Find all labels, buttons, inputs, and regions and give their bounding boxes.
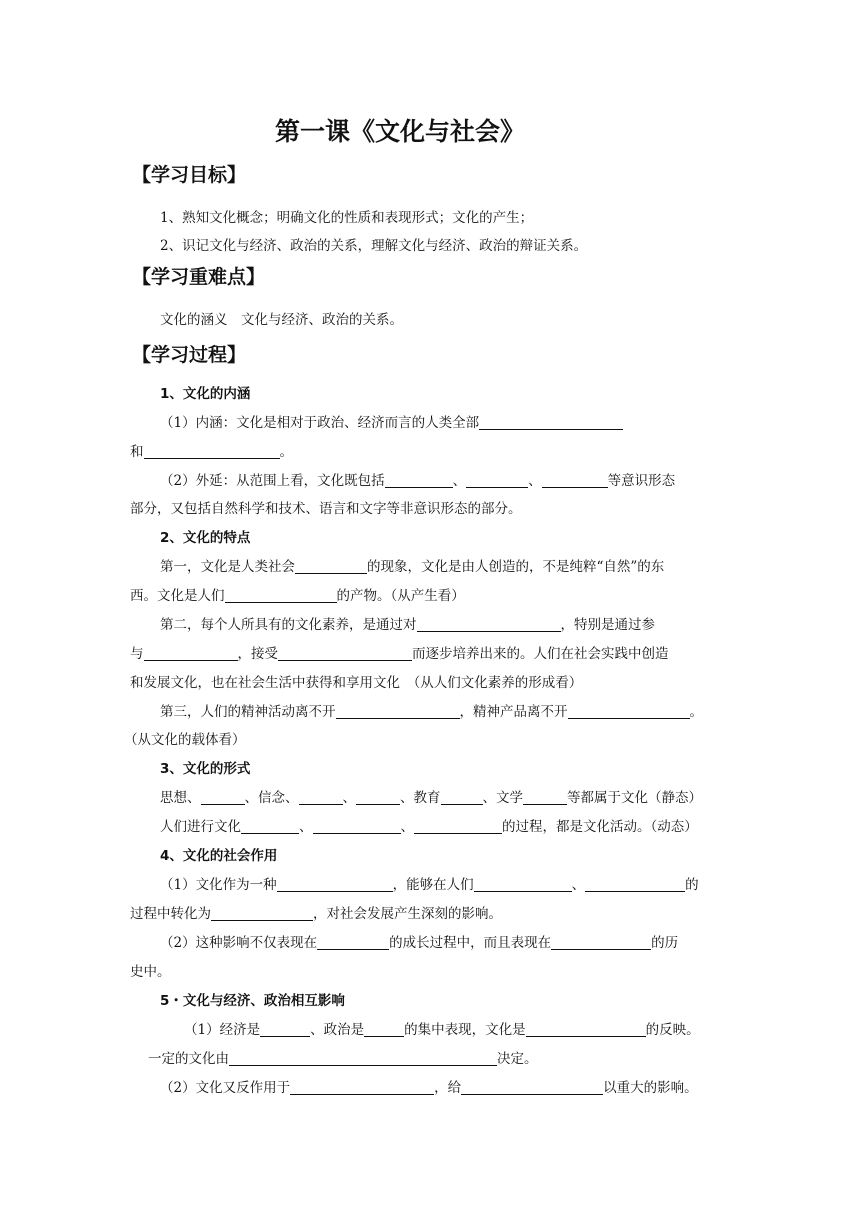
fill-blank[interactable]: [474, 877, 572, 892]
objective-item-2: 2、识记文化与经济、政治的关系，理解文化与经济、政治的辩证关系。: [160, 238, 588, 254]
s2-line-2: 西。文化是人们 的产物。（从产生看）: [130, 588, 465, 604]
s1-line-2: 和 。: [130, 444, 293, 460]
fill-blank[interactable]: [144, 444, 280, 459]
fill-blank[interactable]: [299, 790, 343, 805]
s5-line-1: （1）经济是 、政治是 的集中表现，文化是 的反映。: [184, 1022, 700, 1038]
fill-blank[interactable]: [479, 415, 623, 430]
section-5-heading: 5・文化与经济、政治相互影响: [160, 993, 345, 1009]
fill-blank[interactable]: [225, 588, 337, 603]
fill-blank[interactable]: [364, 1022, 404, 1037]
fill-blank[interactable]: [241, 819, 299, 834]
fill-blank[interactable]: [278, 646, 412, 661]
fill-blank[interactable]: [551, 935, 651, 950]
fill-blank[interactable]: [356, 790, 400, 805]
objectives-heading: 【学习目标】: [132, 164, 247, 186]
fill-blank[interactable]: [201, 790, 245, 805]
section-3-heading: 3、文化的形式: [160, 761, 251, 777]
fill-blank[interactable]: [211, 906, 313, 921]
s2-line-6: 第三，人们的精神活动离不开 ，精神产品离不开 。: [160, 704, 703, 720]
s3-line-2: 人们进行文化 、 、 的过程，都是文化活动。（动态）: [160, 819, 698, 835]
fill-blank[interactable]: [523, 790, 567, 805]
s4-line-1: （1）文化作为一种 ，能够在人们 、 的: [160, 877, 699, 893]
fill-blank[interactable]: [336, 704, 460, 719]
section-1-heading: 1、文化的内涵: [160, 386, 251, 402]
fill-blank[interactable]: [317, 935, 389, 950]
fill-blank[interactable]: [461, 1080, 603, 1095]
section-4-heading: 4、文化的社会作用: [160, 848, 278, 864]
fill-blank[interactable]: [260, 1022, 310, 1037]
fill-blank[interactable]: [585, 877, 685, 892]
s1-line-4: 部分，又包括自然科学和技术、语言和文字等非意识形态的部分。: [130, 501, 522, 517]
s2-line-3: 第二，每个人所具有的文化素养，是通过对 ，特别是通过参: [160, 617, 655, 633]
fill-blank[interactable]: [290, 1080, 434, 1095]
s2-line-5: 和发展文化，也在社会生活中获得和享用文化 （从人们文化素养的形成看）: [130, 675, 583, 691]
fill-blank[interactable]: [526, 1022, 646, 1037]
fill-blank[interactable]: [414, 819, 502, 834]
fill-blank[interactable]: [385, 473, 453, 488]
fill-blank[interactable]: [568, 704, 690, 719]
s1-line-1: （1）内涵：文化是相对于政治、经济而言的人类全部: [160, 411, 623, 431]
s5-line-2: 一定的文化由 决定。: [148, 1051, 538, 1067]
process-heading: 【学习过程】: [132, 344, 247, 366]
s5-line-3: （2）文化又反作用于 ，给 以重大的影响。: [160, 1080, 698, 1096]
fill-blank[interactable]: [144, 646, 238, 661]
keypoints-heading: 【学习重难点】: [132, 266, 266, 288]
fill-blank[interactable]: [277, 877, 393, 892]
section-2-heading: 2、文化的特点: [160, 530, 251, 546]
s4-line-2: 过程中转化为 ，对社会发展产生深刻的影响。: [130, 906, 502, 922]
fill-blank[interactable]: [229, 1051, 497, 1066]
fill-blank[interactable]: [542, 473, 608, 488]
fill-blank[interactable]: [466, 473, 528, 488]
s2-line-7: （从文化的载体看）: [124, 732, 246, 748]
fill-blank[interactable]: [295, 559, 367, 574]
s1-line-3: （2）外延：从范围上看，文化既包括 、 、 等意识形态: [160, 473, 676, 489]
fill-blank[interactable]: [417, 617, 561, 632]
s4-line-3: （2）这种影响不仅表现在 的成长过程中，而且表现在 的历: [160, 935, 679, 951]
objective-item-1: 1、熟知文化概念；明确文化的性质和表现形式；文化的产生；: [160, 210, 534, 226]
fill-blank[interactable]: [441, 790, 483, 805]
s2-line-1: 第一，文化是人类社会 的现象，文化是由人创造的，不是纯粹“自然”的东: [160, 559, 665, 575]
fill-blank[interactable]: [313, 819, 401, 834]
s3-line-1: 思想、 、信念、 、 、教育 、文学 等都属于文化（静态）: [160, 790, 702, 806]
page-title: 第一课《文化与社会》: [274, 117, 525, 146]
s2-line-4: 与 ，接受 而逐步培养出来的。人们在社会实践中创造: [130, 646, 669, 662]
s4-line-4: 史中。: [130, 964, 171, 980]
keypoints-text: 文化的涵义 文化与经济、政治的关系。: [160, 312, 403, 328]
